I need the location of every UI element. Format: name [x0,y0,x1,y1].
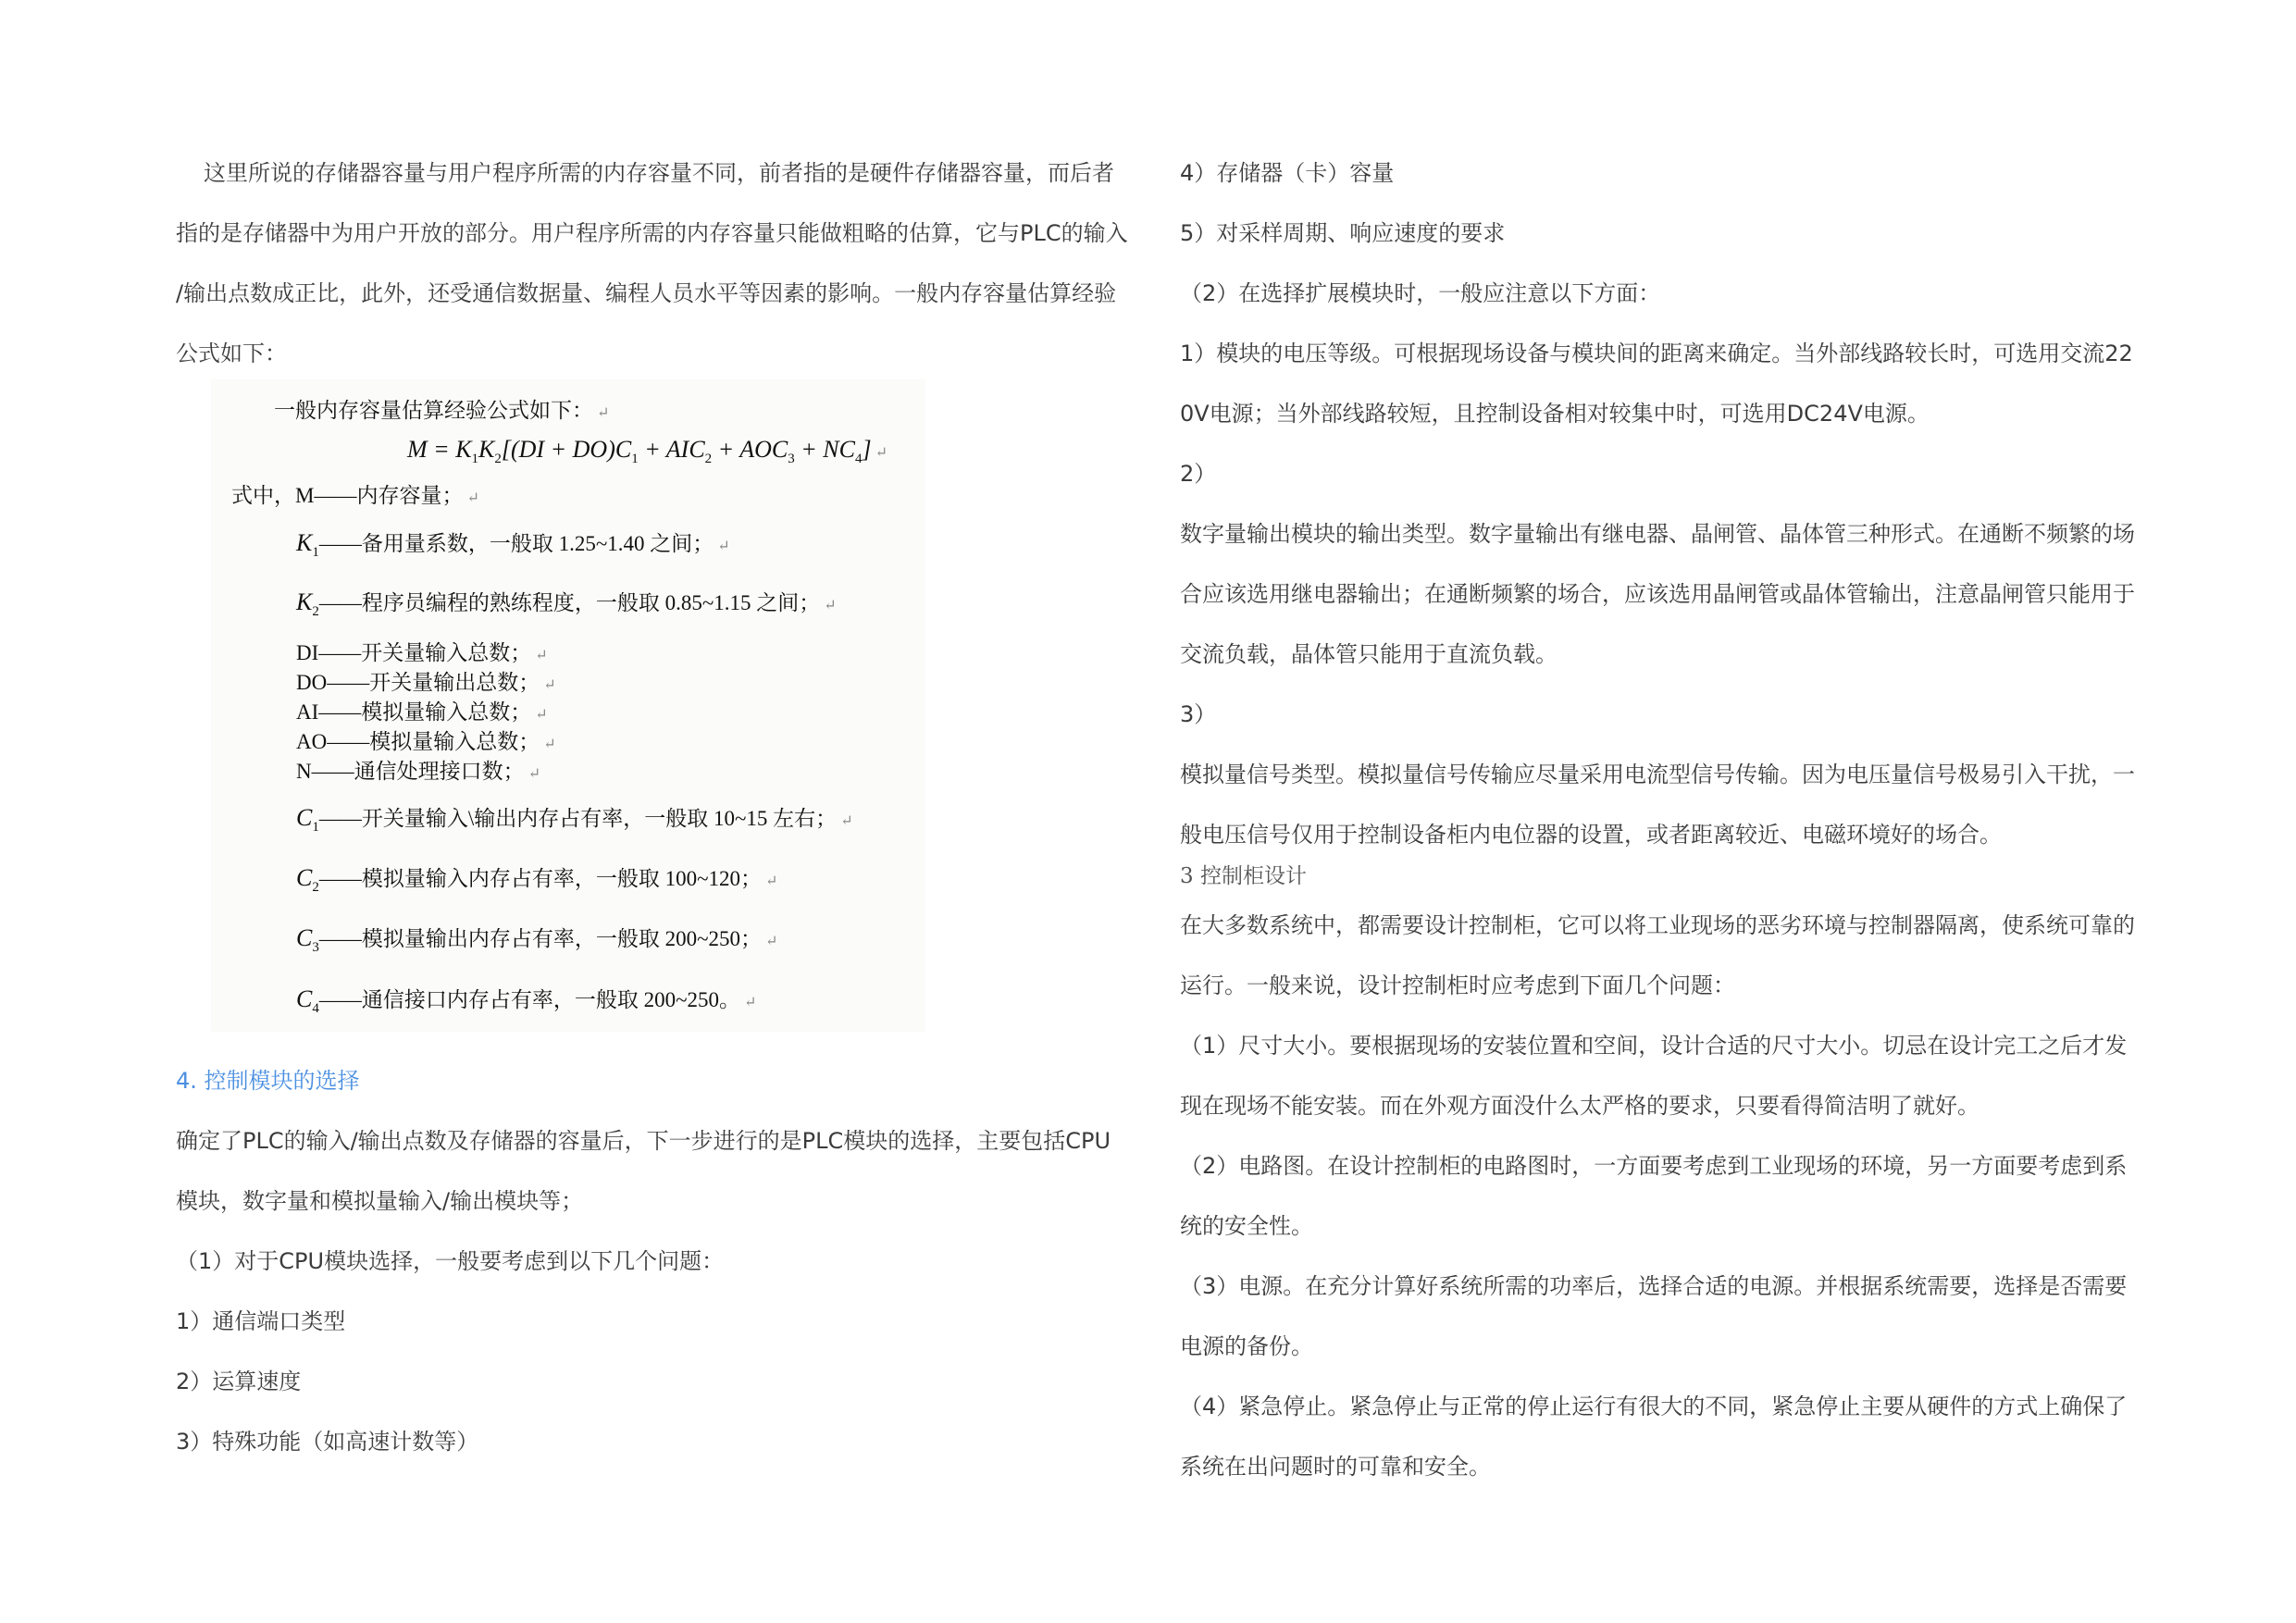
formula-caption: 一般内存容量估算经验公式如下： ↵ [274,399,610,422]
right-line: 系统在出问题时的可靠和安全。 [1180,1454,1491,1480]
def-c3: $C_3——$模拟量输出内存占有率，一般取 200~250； ↵ [296,924,778,956]
right-line: 运行。一般来说，设计控制柜时应考虑到下面几个问题： [1180,973,1735,998]
right-line: （3）电源。在充分计算好系统所需的功率后，选择合适的电源。并根据系统需要，选择是否需要 [1180,1273,2128,1299]
def-ai: AI——模拟量输入总数； ↵ [296,700,548,724]
right-line: 交流负载，晶体管只能用于直流负载。 [1180,641,1558,667]
section4-line: 2）运算速度 [176,1369,302,1394]
right-line: （2）电路图。在设计控制柜的电路图时，一方面要考虑到工业现场的环境，另一方面要考虑到系 [1180,1153,2128,1179]
intro-line: 公式如下： [176,341,287,366]
memory-formula: $M = K_1K_2[(DI + DO)C_1 + AIC_2 + AOC_3 + NC_4]$ ↵ [407,436,888,467]
right-line: 2） [1180,461,1217,487]
def-c4: $C_4——$通信接口内存占有率，一般取 200~250。 ↵ [296,985,757,1017]
def-k2: $K_2——$程序员编程的熟练程度，一般取 0.85~1.15 之间； ↵ [296,588,837,620]
section4-line: 3）特殊功能（如高速计数等） [176,1429,479,1455]
right-line: 0V电源；当外部线路较短，且控制设备相对较集中时，可选用DC24V电源。 [1180,401,1930,427]
right-line: 3） [1180,701,1217,727]
def-k1: $K_1——$备用量系数，一般取 1.25~1.40 之间； ↵ [296,529,730,561]
right-line: （1）尺寸大小。要根据现场的安装位置和空间，设计合适的尺寸大小。切忌在设计完工之后才发 [1180,1033,2128,1059]
right-line: 般电压信号仅用于控制设备柜内电位器的设置，或者距离较近、电磁环境好的场合。 [1180,822,2002,848]
def-c2: $C_2——$模拟量输入内存占有率，一般取 100~120； ↵ [296,864,778,896]
right-line: 现在现场不能安装。而在外观方面没什么太严格的要求，只要看得简洁明了就好。 [1180,1093,1980,1119]
def-ao: AO——模拟量输入总数； ↵ [296,730,556,753]
intro-line: 指的是存储器中为用户开放的部分。用户程序所需的内存容量只能做粗略的估算，它与PLC的输入 [176,220,1128,246]
section4-line: （1）对于CPU模块选择，一般要考虑到以下几个问题： [176,1248,725,1274]
section4-line: 确定了PLC的输入/输出点数及存储器的容量后，下一步进行的是PLC模块的选择，主要包括CPU [176,1128,1111,1154]
def-n: N——通信处理接口数； ↵ [296,760,541,783]
right-line: 电源的备份。 [1180,1333,1313,1359]
formula-where: 式中，M——内存容量； ↵ [231,484,479,507]
def-c1: $C_1——$开关量输入\输出内存占有率，一般取 10~15 左右； ↵ [296,804,853,836]
right-line: 4）存储器（卡）容量 [1180,160,1395,186]
right-line: 在大多数系统中，都需要设计控制柜，它可以将工业现场的恶劣环境与控制器隔离，使系统可靠的 [1180,912,2135,938]
section4-heading: 4. 控制模块的选择 [176,1068,360,1094]
right-line: 5）对采样周期、响应速度的要求 [1180,220,1506,246]
formula-image [211,379,925,1032]
intro-line: /输出点数成正比，此外，还受通信数据量、编程人员水平等因素的影响。一般内存容量估算经验 [176,280,1117,306]
right-line: 数字量输出模块的输出类型。数字量输出有继电器、晶闸管、晶体管三种形式。在通断不频繁的场 [1180,521,2135,547]
section4-line: 模块，数字量和模拟量输入/输出模块等； [176,1188,584,1214]
right-line: 统的安全性。 [1180,1213,1313,1239]
def-do: DO——开关量输出总数； ↵ [296,671,556,694]
right-line: （4）紧急停止。紧急停止与正常的停止运行有很大的不同，紧急停止主要从硬件的方式上确保了 [1180,1394,2128,1419]
section3-heading: 3 控制柜设计 [1180,864,1307,888]
right-line: 1）模块的电压等级。可根据现场设备与模块间的距离来确定。当外部线路较长时，可选用交流22 [1180,341,2133,366]
right-line: （2）在选择扩展模块时，一般应注意以下方面： [1180,280,1661,306]
section4-line: 1）通信端口类型 [176,1308,346,1334]
right-line: 合应该选用继电器输出；在通断频繁的场合，应该选用晶闸管或晶体管输出，注意晶闸管只能用于 [1180,581,2135,607]
def-di: DI——开关量输入总数； ↵ [296,641,548,664]
right-line: 模拟量信号类型。模拟量信号传输应尽量采用电流型信号传输。因为电压量信号极易引入干扰，一 [1180,762,2135,787]
intro-line: 这里所说的存储器容量与用户程序所需的内存容量不同，前者指的是硬件存储器容量，而后者 [204,160,1114,186]
